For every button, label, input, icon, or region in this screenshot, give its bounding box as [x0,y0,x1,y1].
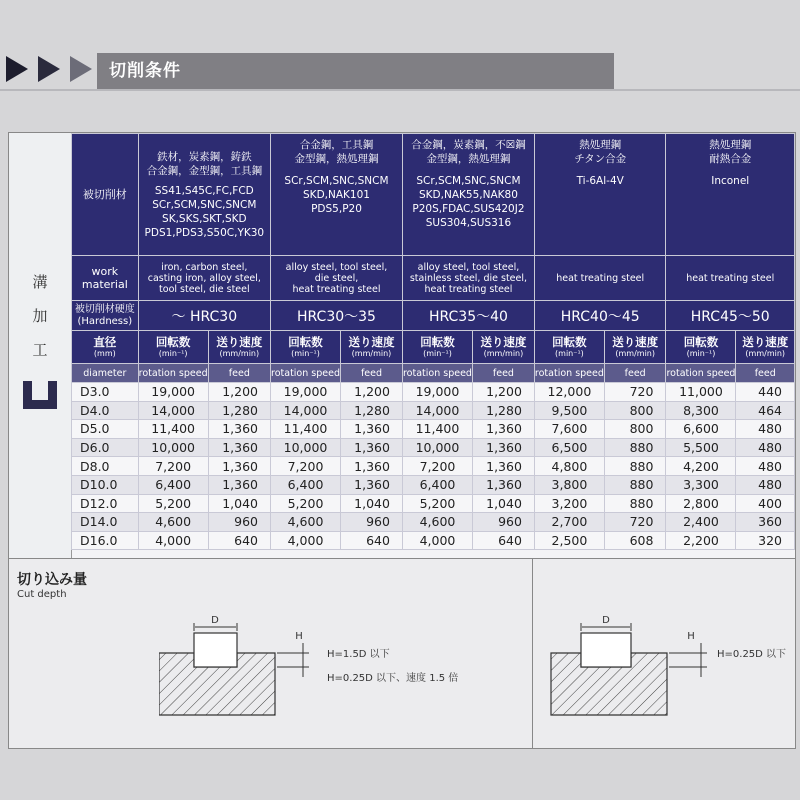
column-header-row [72,331,795,364]
col-speed-jp: 回転数 [288,335,323,349]
feed-cell: 464 [736,401,795,420]
material-grades: Inconel [711,175,750,187]
column-subheader-row [72,364,795,383]
feed-cell: 1,360 [472,420,534,439]
rotation-speed-cell: 2,700 [534,513,604,532]
col-speed-en: rotation speed [534,364,604,383]
material-grades: SCr,SCM,SNC,SNCM SKD,NAK101 PDS5,P20 [284,175,389,215]
rotation-speed-cell: 2,800 [666,494,736,513]
material-jp: 合金鋼，炭素鋼，不☒鋼 金型鋼，熱処理鋼 [411,139,526,165]
col-feed-jp: 送り速度 [480,335,527,349]
arrow-icon [6,56,28,82]
feed-cell: 1,040 [208,494,270,513]
col-speed-unit: (min⁻¹) [686,349,716,358]
cut-depth-subtitle: Cut depth [17,589,67,600]
material-jp: 合金鋼，工具鋼 金型鋼，熱処理鋼 [294,139,379,165]
col-speed-en: rotation speed [666,364,736,383]
col-speed-jp: 回転数 [552,335,587,349]
material-grades: SS41,S45C,FC,FCD SCr,SCM,SNC,SNCM SK,SKS,SKT,SKD PDS1,PDS3,S50C,YK30 [144,184,265,239]
feed-cell: 1,280 [472,401,534,420]
col-feed-en: feed [208,364,270,383]
col-speed-jp: 回転数 [155,335,191,349]
feed-cell: 800 [604,420,666,439]
rotation-speed-cell: 2,400 [666,513,736,532]
hardness-value: HRC35～40 [402,301,534,331]
arrow-icon [70,56,92,82]
hardness-label: 被切削材硬度 (Hardness) [72,301,139,331]
rotation-speed-cell: 6,500 [534,438,604,457]
feed-cell: 1,280 [341,401,403,420]
section-divider [532,559,533,748]
side-label-char: 加 [32,307,48,325]
diameter-cell: D10.0 [72,475,139,494]
rotation-speed-cell: 4,000 [402,531,472,550]
feed-cell: 480 [736,438,795,457]
h-label: H [687,631,695,642]
rotation-speed-cell: 8,300 [666,401,736,420]
material-label: 被切削材 [72,134,139,256]
diameter-cell: D5.0 [72,420,139,439]
col-feed-unit: (mm/min) [351,349,392,358]
cut-depth-title: 切り込み量 [17,572,87,588]
cutting-conditions-panel [8,132,796,559]
col-speed [666,331,736,364]
feed-cell: 1,200 [472,383,534,402]
table-row [72,494,795,513]
table-row [72,531,795,550]
rotation-speed-cell: 14,000 [271,401,341,420]
cut-depth-note-right: H=0.25D 以下 [717,649,787,660]
col-feed-jp: 送り速度 [612,335,659,349]
feed-cell: 320 [736,531,795,550]
table-row [72,420,795,439]
rotation-speed-cell: 6,400 [138,475,208,494]
rotation-speed-cell: 19,000 [271,383,341,402]
feed-cell: 608 [604,531,666,550]
col-feed-unit: (mm/min) [615,349,655,358]
hardness-value: HRC30～35 [271,301,403,331]
rotation-speed-cell: 10,000 [138,438,208,457]
hardness-value: HRC45～50 [666,301,795,331]
material-cell [666,134,795,256]
rotation-speed-cell: 7,200 [271,457,341,476]
feed-cell: 1,280 [208,401,270,420]
feed-cell: 1,040 [341,494,403,513]
col-feed-jp: 送り速度 [348,335,395,349]
feed-cell: 640 [208,531,270,550]
cut-depth-section [8,559,796,749]
feed-cell: 1,360 [472,457,534,476]
rotation-speed-cell: 4,200 [666,457,736,476]
col-speed-en: rotation speed [271,364,341,383]
table-row [72,457,795,476]
feed-cell: 960 [341,513,403,532]
col-speed-unit: (min⁻¹) [158,349,188,358]
material-cell [534,134,666,256]
material-cell [138,134,270,256]
col-feed-en: feed [472,364,534,383]
col-feed-unit: (mm/min) [745,349,786,358]
section-arrows [4,56,96,86]
diameter-cell: D3.0 [72,383,139,402]
cut-depth-diagram-left [159,603,339,723]
rotation-speed-cell: 4,600 [271,513,341,532]
feed-cell: 880 [604,494,666,513]
cut-depth-note-2: H=0.25D 以下、速度 1.5 倍 [327,673,459,684]
rotation-speed-cell: 5,200 [271,494,341,513]
col-feed-jp: 送り速度 [216,335,263,349]
rotation-speed-cell: 3,200 [534,494,604,513]
feed-cell: 880 [604,438,666,457]
arrow-icon [38,56,60,82]
rotation-speed-cell: 11,400 [402,420,472,439]
col-speed-unit: (min⁻¹) [291,349,320,358]
feed-cell: 640 [472,531,534,550]
feed-cell: 400 [736,494,795,513]
rotation-speed-cell: 5,200 [138,494,208,513]
feed-cell: 1,360 [208,457,270,476]
rotation-speed-cell: 4,800 [534,457,604,476]
rotation-speed-cell: 14,000 [138,401,208,420]
work-material-label: work material [72,256,139,301]
rotation-speed-cell: 9,500 [534,401,604,420]
col-feed-en: feed [736,364,795,383]
col-speed-en: rotation speed [138,364,208,383]
groove-icon [23,381,57,409]
h-label: H [295,631,303,642]
work-material-cell: alloy steel, tool steel, stainless steel, die steel, heat treating steel [402,256,534,301]
side-label-column [9,133,72,558]
table-row [72,513,795,532]
table-row [72,383,795,402]
col-diameter-en: diameter [72,364,139,383]
feed-cell: 440 [736,383,795,402]
col-feed-en: feed [604,364,666,383]
work-material-cell: iron, carbon steel, casting iron, alloy steel, tool steel, die steel [138,256,270,301]
feed-cell: 1,360 [341,438,403,457]
feed-cell: 1,200 [208,383,270,402]
col-speed [402,331,472,364]
rotation-speed-cell: 5,200 [402,494,472,513]
feed-cell: 480 [736,475,795,494]
feed-cell: 1,360 [341,457,403,476]
rotation-speed-cell: 3,300 [666,475,736,494]
material-jp: 鉄材，炭素鋼，鋳鉄 合金鋼，金型鋼，工具鋼 [146,150,263,177]
feed-cell: 360 [736,513,795,532]
feed-cell: 880 [604,475,666,494]
material-cell [402,134,534,256]
rotation-speed-cell: 6,600 [666,420,736,439]
material-grades: Ti-6Al-4V [576,175,624,187]
diameter-cell: D12.0 [72,494,139,513]
feed-cell: 1,360 [208,475,270,494]
rotation-speed-cell: 4,600 [402,513,472,532]
rotation-speed-cell: 14,000 [402,401,472,420]
rotation-speed-cell: 11,000 [666,383,736,402]
feed-cell: 1,040 [472,494,534,513]
diameter-cell: D16.0 [72,531,139,550]
feed-cell: 960 [208,513,270,532]
work-material-cell: alloy steel, tool steel, die steel, heat treating steel [271,256,403,301]
material-cell [271,134,403,256]
rotation-speed-cell: 11,400 [271,420,341,439]
material-jp: 熱処理鋼 耐熱合金 [709,139,752,165]
rotation-speed-cell: 7,200 [138,457,208,476]
rotation-speed-cell: 19,000 [138,383,208,402]
rotation-speed-cell: 4,000 [271,531,341,550]
hardness-value: ～ HRC30 [138,301,270,331]
diameter-cell: D6.0 [72,438,139,457]
rotation-speed-cell: 4,000 [138,531,208,550]
cut-depth-note-1: H=1.5D 以下 [327,649,390,660]
col-feed-unit: (mm/min) [219,349,260,358]
col-feed [604,331,666,364]
feed-cell: 1,360 [208,420,270,439]
diameter-cell: D4.0 [72,401,139,420]
side-label-char: 溝 [32,273,48,291]
d-label: D [602,615,610,626]
feed-cell: 960 [472,513,534,532]
side-label-char: 工 [32,341,48,359]
col-diameter-unit: (mm) [93,349,116,358]
feed-cell: 880 [604,457,666,476]
feed-cell: 480 [736,457,795,476]
rotation-speed-cell: 10,000 [271,438,341,457]
feed-cell: 720 [604,383,666,402]
work-material-cell: heat treating steel [666,256,795,301]
feed-cell: 800 [604,401,666,420]
feed-cell: 1,360 [341,475,403,494]
table-row [72,475,795,494]
col-speed [138,331,208,364]
material-jp: 熱処理鋼 チタン合金 [574,139,627,165]
col-speed-en: rotation speed [402,364,472,383]
rotation-speed-cell: 10,000 [402,438,472,457]
rotation-speed-cell: 19,000 [402,383,472,402]
feed-cell: 1,360 [208,438,270,457]
col-feed [472,331,534,364]
col-diameter-jp: 直径 [93,335,117,349]
cut-depth-diagram-right [539,603,719,723]
hardness-value: HRC40～45 [534,301,666,331]
rotation-speed-cell: 4,600 [138,513,208,532]
table-row [72,401,795,420]
feed-cell: 640 [341,531,403,550]
col-feed [736,331,795,364]
rotation-speed-cell: 2,200 [666,531,736,550]
col-feed-unit: (mm/min) [483,349,524,358]
rotation-speed-cell: 11,400 [138,420,208,439]
diameter-cell: D14.0 [72,513,139,532]
rotation-speed-cell: 7,600 [534,420,604,439]
col-diameter [72,331,139,364]
col-feed [208,331,270,364]
material-grades: SCr,SCM,SNC,SNCM SKD,NAK55,NAK80 P20S,FDAC,SUS420J2 SUS304,SUS316 [412,175,525,229]
rotation-speed-cell: 3,800 [534,475,604,494]
feed-cell: 1,360 [472,438,534,457]
col-speed [534,331,604,364]
section-title: 切削条件 [97,53,614,89]
col-speed-jp: 回転数 [683,335,719,349]
col-feed [341,331,403,364]
title-underline [0,89,800,91]
col-feed-jp: 送り速度 [742,335,789,349]
feed-cell: 480 [736,420,795,439]
rotation-speed-cell: 7,200 [402,457,472,476]
feed-cell: 720 [604,513,666,532]
feed-cell: 1,200 [341,383,403,402]
cutting-conditions-table [71,133,795,550]
rotation-speed-cell: 6,400 [271,475,341,494]
work-material-row [72,256,795,301]
feed-cell: 1,360 [341,420,403,439]
data-body [72,383,795,550]
col-speed-unit: (min⁻¹) [423,349,452,358]
table-row [72,438,795,457]
d-label: D [211,615,219,626]
rotation-speed-cell: 12,000 [534,383,604,402]
material-row [72,134,795,256]
rotation-speed-cell: 2,500 [534,531,604,550]
work-material-cell: heat treating steel [534,256,666,301]
col-speed [271,331,341,364]
hardness-row [72,301,795,331]
col-speed-jp: 回転数 [420,335,455,349]
col-feed-en: feed [341,364,403,383]
feed-cell: 1,360 [472,475,534,494]
rotation-speed-cell: 5,500 [666,438,736,457]
rotation-speed-cell: 6,400 [402,475,472,494]
diameter-cell: D8.0 [72,457,139,476]
col-speed-unit: (min⁻¹) [555,349,584,358]
